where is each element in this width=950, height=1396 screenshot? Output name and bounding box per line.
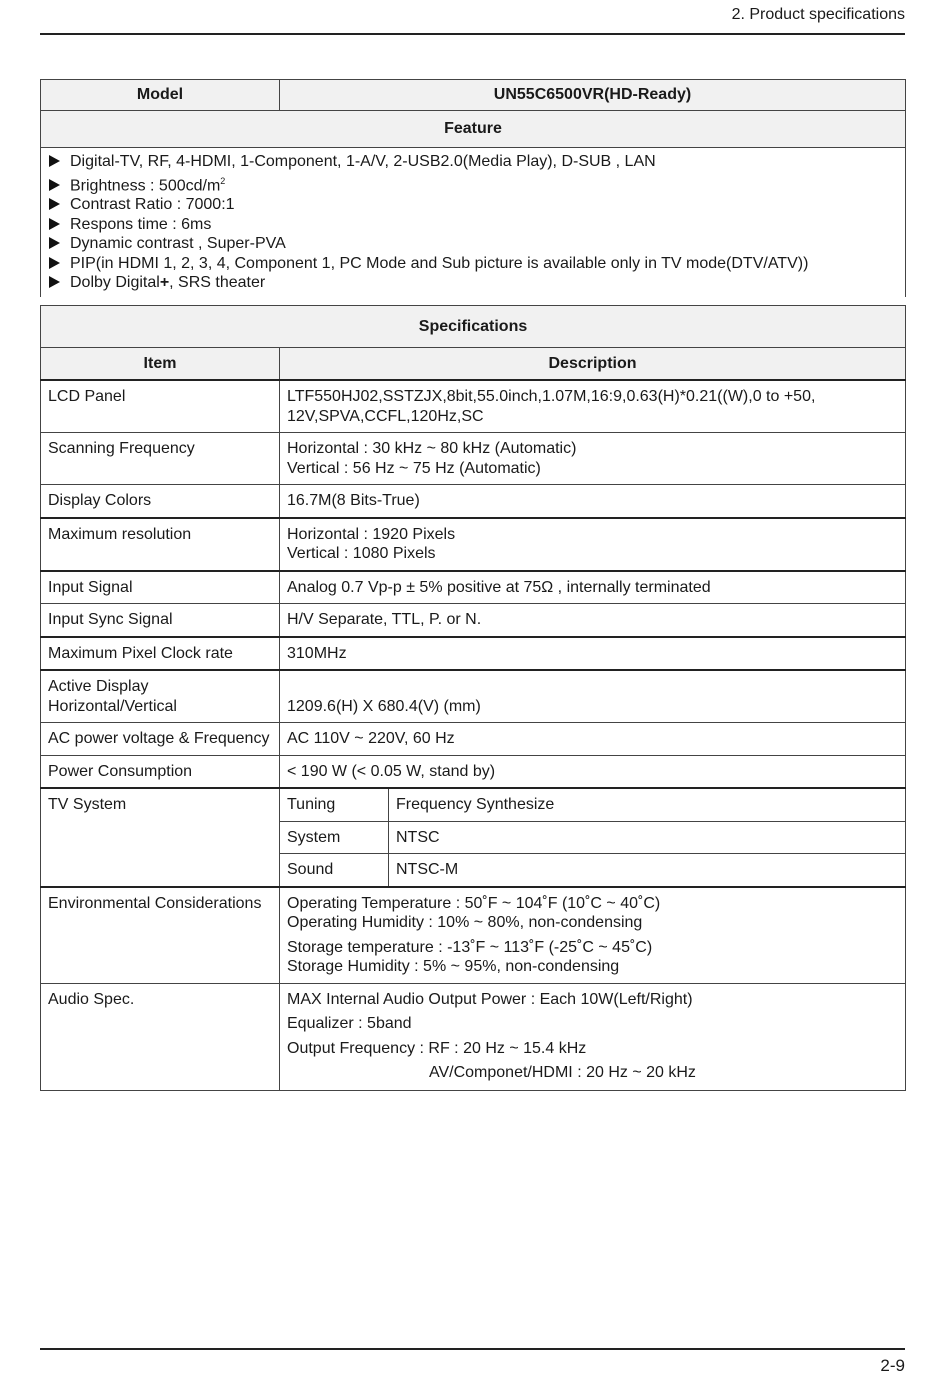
table-row [41,788,906,821]
model-value: UN55C6500VR(HD-Ready) [280,80,906,111]
table-row [41,571,906,604]
row-description: Horizontal : 1920 Pixels Vertical : 1080 Pixels [280,518,906,571]
row-item: AC power voltage & Frequency [41,723,280,756]
model-feature-table [40,79,906,297]
specifications-table [40,305,906,1091]
item-column-header: Item [41,348,280,381]
bullet-triangle-icon [49,237,60,249]
feature-list [49,152,897,293]
row-item: Active Display Horizontal/Vertical [41,670,280,723]
row-description: H/V Separate, TTL, P. or N. [280,604,906,637]
description-column-header: Description [280,348,906,381]
row-description: < 190 W (< 0.05 W, stand by) [280,755,906,788]
row-description: 1209.6(H) X 680.4(V) (mm) [280,670,906,723]
tv-system-value: NTSC [389,821,906,854]
row-item: Maximum Pixel Clock rate [41,637,280,671]
header-rule [40,33,905,35]
feature-item: Contrast Ratio : 7000:1 [49,195,897,215]
tv-system-value: NTSC-M [389,854,906,887]
table-row [41,485,906,518]
tv-system-key: System [280,821,389,854]
row-item: Display Colors [41,485,280,518]
bullet-triangle-icon [49,155,60,167]
model-label: Model [41,80,280,111]
feature-item: PIP(in HDMI 1, 2, 3, 4, Component 1, PC Mode and Sub picture is available only in TV mode(DTV/ATV)) [49,254,897,274]
row-description: AC 110V ~ 220V, 60 Hz [280,723,906,756]
feature-list-cell [41,148,906,297]
row-description: 16.7M(8 Bits-True) [280,485,906,518]
row-item: Maximum resolution [41,518,280,571]
table-row [41,518,906,571]
tv-system-value: Frequency Synthesize [389,788,906,821]
row-description: LTF550HJ02,SSTZJX,8bit,55.0inch,1.07M,16:9,0.63(H)*0.21((W),0 to +50, 12V,SPVA,CCFL,120Hz,SC [280,380,906,433]
bullet-triangle-icon [49,218,60,230]
table-row [41,433,906,485]
table-row [41,723,906,756]
row-item: Power Consumption [41,755,280,788]
tv-system-key: Tuning [280,788,389,821]
row-description: Operating Temperature : 50˚F ~ 104˚F (10˚C ~ 40˚C) Operating Humidity : 10% ~ 80%, non-condensing Storage temperature : -13˚F ~ 113˚F (-25˚C ~ 45˚C) Storage Humidity : 5% ~ 95%, non-condensing [280,887,906,984]
bullet-triangle-icon [49,257,60,269]
page-number: 2-9 [880,1356,905,1375]
feature-heading: Feature [41,111,906,148]
feature-item: Digital-TV, RF, 4-HDMI, 1-Component, 1-A/V, 2-USB2.0(Media Play), D-SUB , LAN [49,152,897,172]
table-row [41,983,906,1090]
footer-rule [40,1348,905,1350]
section-title: 2. Product specifications [731,6,905,23]
table-row [41,604,906,637]
table-row [41,380,906,433]
row-item: Input Signal [41,571,280,604]
feature-item: Brightness : $500cd/m^2$ [49,172,897,196]
tv-system-key: Sound [280,854,389,887]
bullet-triangle-icon [49,276,60,288]
row-item: Audio Spec. [41,983,280,1090]
table-row [41,637,906,671]
row-description: 310MHz [280,637,906,671]
specifications-heading: Specifications [41,306,906,348]
bullet-triangle-icon [49,179,60,191]
table-row [41,755,906,788]
table-row [41,887,906,984]
row-description: Analog 0.7 Vp-p ± 5% positive at 75Ω , internally terminated [280,571,906,604]
row-item: Input Sync Signal [41,604,280,637]
feature-item: Dolby Digital+, SRS theater [49,273,897,293]
row-item: TV System [41,788,280,887]
table-row [41,670,906,723]
row-item: Environmental Considerations [41,887,280,984]
row-description: MAX Internal Audio Output Power : Each 10W(Left/Right) Equalizer : 5band Output Frequency : RF : 20 Hz ~ 15.4 kHz AV/Componet/HDMI : 20 Hz ~ 20 kHz [280,983,906,1090]
row-description: Horizontal : 30 kHz ~ 80 kHz (Automatic) Vertical : 56 Hz ~ 75 Hz (Automatic) [280,433,906,485]
feature-item: Respons time : 6ms [49,215,897,235]
row-item: Scanning Frequency [41,433,280,485]
bullet-triangle-icon [49,198,60,210]
row-item: LCD Panel [41,380,280,433]
feature-item: Dynamic contrast , Super-PVA [49,234,897,254]
